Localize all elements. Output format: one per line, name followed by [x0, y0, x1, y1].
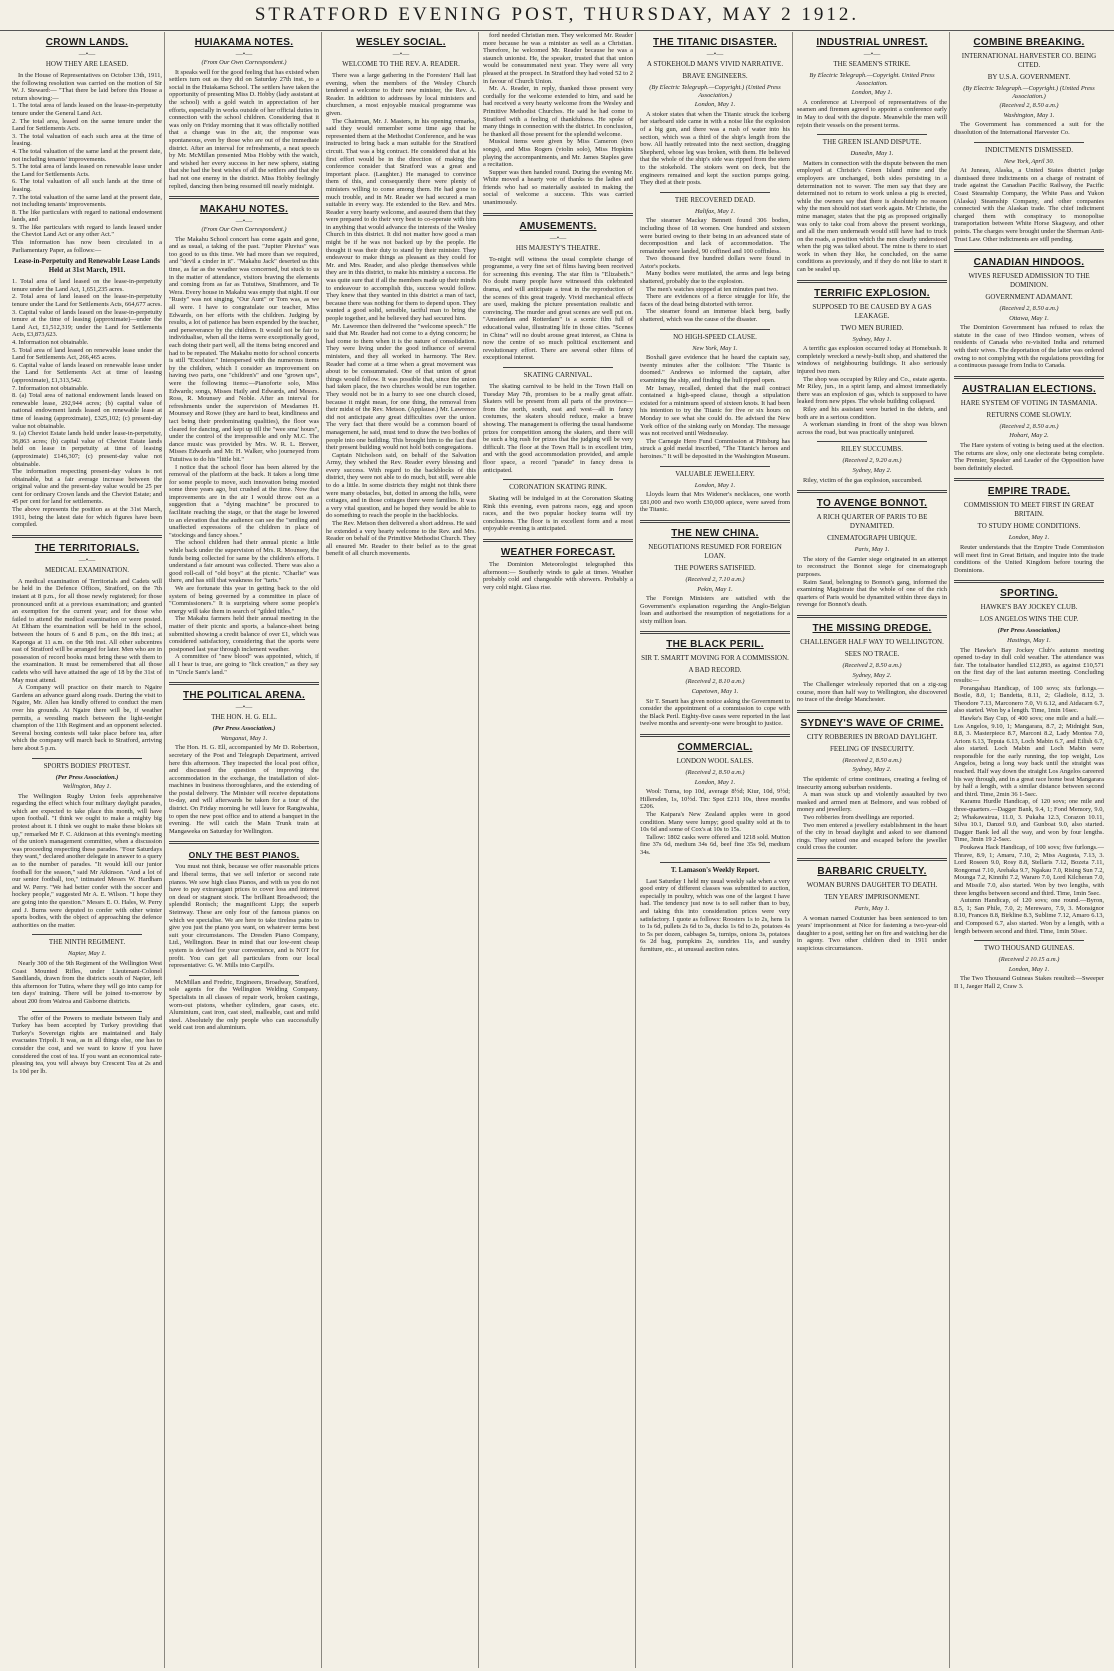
article-paragraph: Lloyds learn that Mrs Widener's necklaces, one worth £81,000 and two worth £30,000 apiece, were saved from the Titanic.: [640, 491, 790, 514]
subhead-powers-satisfied: THE POWERS SATISFIED.: [674, 563, 756, 572]
article-paragraph: A stoker states that when the Titanic struck the iceberg her starboard side came in with a noise like the explosion of a big gun, and there was a rush of water into his section, which was a third of the ship's length from the bow. All hastily retreated into the next section, dragging Shepherd, whose leg was broken, with them. He believed that the whole of the ship's side was ripped from the stem to the stokehold. The stokers went on deck, but the engineers remained and kept the suction pumps going. They died at their posts.: [640, 110, 790, 187]
article-paragraph: The story of the Garnier siege originated in an attempt to reconstruct the Bonnot siege for cinematograph purposes.: [797, 555, 947, 578]
article-paragraph: Boxhall gave evidence that he heard the captain say, twenty minutes after the collision: "The Titanic is doomed." Andrews so informed the captain, after examining the ship, and finding the hull ripped open.: [640, 354, 790, 384]
headline-combine-breaking: COMBINE BREAKING.: [973, 37, 1085, 48]
column-5: [640, 32, 790, 1668]
column-rule: [164, 32, 165, 1668]
headline-wave-of-crime: SYDNEY'S WAVE OF CRIME.: [800, 717, 944, 729]
subhead-two-men-buried: TWO MEN BURIED.: [840, 323, 904, 332]
dateline: Dunedin, May 1.: [850, 150, 894, 158]
article-divider: [954, 376, 1104, 379]
subhead-wives-refused: WIVES REFUSED ADMISSION TO THE DOMINION.: [968, 272, 1090, 290]
subhead-insecurity: FEELING OF INSECURITY.: [829, 744, 915, 753]
subhead-hon-ell: THE HON. H. G. ELL.: [211, 713, 277, 722]
column-rule: [321, 32, 322, 1668]
press-association: By Electric Telegraph.—Copyright. United Press Association.: [809, 72, 935, 87]
column-4: [483, 32, 633, 1668]
article-paragraph: The Dominion Meteorologist telegraphed this afternoon:— Southerly winds to gale at times. Weather probably cold and changeable with showers. Probably a very cold night. Glass rise.: [483, 561, 633, 591]
press-association: (Per Press Association.): [55, 773, 119, 781]
list-item: 3. The total valuation of each such area at the time of leasing.: [12, 132, 162, 148]
article-paragraph: Two thousand five hundred dollars were found in Astor's pockets.: [640, 255, 790, 270]
subhead-sees-no-trace: SEES NO TRACE.: [844, 649, 900, 658]
headline-sporting: SPORTING.: [1000, 588, 1058, 600]
subhead-green-island: THE GREEN ISLAND DISPUTE.: [822, 138, 922, 147]
headline-barbaric-cruelty: BARBARIC CRUELTY.: [817, 866, 927, 877]
subhead-skating-carnival: SKATING CARNIVAL.: [523, 370, 593, 379]
subhead-two-thousand-guineas: TWO THOUSAND GUINEAS.: [983, 944, 1075, 953]
article-divider: [169, 196, 319, 199]
article-paragraph: Riley, victim of the gas explosion, succumbed.: [803, 476, 923, 484]
received-time: (Received 2, 8.50 a.m.): [685, 769, 745, 777]
race-result: Hawke's Bay Cup, of 400 sovs; one mile and a half.—Los Angelos, 9.10, 1; Mangarara, 8.7, 2; Midnight Sun, 8.8, 3. Masterpiece 8.7, Marconi 8.2, Lady Montea 7.0, Ariom 6.13, Tepuia 6.13, Loch Mabin 6.7, and Eilish 6.7, also started. Loch Mabin and Loch Mabin were responsible for the early running, the top weight, Los Angelos, being a long way back until the straight was reached. Half way down the straight Los Angelos careered his way through, and in a great race home beat Mangarara by half a length, with a similar distance between second and third. Time, 2min 36 1-5sec.: [954, 714, 1104, 798]
article-divider: [12, 535, 162, 538]
subhead-woman-burns: WOMAN BURNS DAUGHTER TO DEATH.: [806, 881, 938, 889]
headline-best-pianos: ONLY THE BEST PIANOS.: [188, 850, 300, 861]
dateline: Ottawa, May 1.: [1009, 314, 1049, 322]
dateline: Napier, May 1.: [68, 950, 106, 958]
subhead-welcome-reader: WELCOME TO THE REV. A. READER.: [342, 60, 460, 68]
list-item: The above represents the position as at the 31st March, 1911, being the latest date for which figures have been compiled.: [12, 506, 162, 529]
received-time: (Received 2, 9.20 a.m.): [842, 457, 902, 465]
article-paragraph: The Hawke's Bay Jockey Club's autumn meeting opened to-day in dull cold weather. The attendance was fair. The totalisator handled £12,893, as against £10,571 on the first day of the last autumn meeting. Concluding results:—: [954, 646, 1104, 684]
article-paragraph: The Two Thousand Guineas Stakes resulted:—Sweeper II 1, Jaeger Hall 2, Craw 3.: [954, 975, 1104, 990]
article-paragraph: The offer of the Powers to mediate between Italy and Turkey has been accepted by Turkey providing that Turkey's Sovereign rights are maintained and Italy evacuates Tripoli. It was, as in all things else, one has to consider the cost, and we want to know if you have considered the cost of tea. If you want an economical rate-pleasing tea, you will always buy Crescent Tea at 2s and 1s 10d per lb.: [12, 1014, 162, 1075]
article-divider: [797, 710, 947, 713]
subhead-coronation-rink: CORONATION SKATING RINK.: [509, 483, 607, 492]
dash-separator: —•—: [78, 555, 96, 564]
dateline: New York, April 30.: [1003, 157, 1055, 165]
dash-separator: —•—: [706, 50, 724, 58]
dash-separator: —•—: [863, 50, 881, 58]
subhead-negotiations: NEGOTIATIONS RESUMED FOR FOREIGN LOAN.: [648, 542, 782, 560]
dateline: Halifax, May 1.: [694, 207, 736, 215]
article-paragraph: The Chairman, Mr. J. Masters, in his opening remarks, said they would remember some time ago that he represented them at the Methodist Conference, and he was instructed to bring back a man suitable for the Stratford circuit. That was a big contract. He considered that at his first effort would be in the direction of making the conference consider that Stratford was a great and important place. (Laughter.) He managed to convince them of this, and consequently there were plenty of ministers willing to come among them. He had gone to much trouble, and in Mr. Reader we had secured a man suitable in every way. He extended to the Rev. and Mrs. Reader a very hearty welcome, and assured them that they were prepared to do their very best to co-operate with him in anything that would advance the interests of the Wesley Church in this district. It did not matter how good a man might be if he was not backed up by the people. He thought it was their duty to stand by their minister. They endeavour to make things as pleasant as they could for Mr. and Mrs. Reader, and also pledge themselves while they are in this district, to make his ministry a success. He was quite sure that if all the members made up their minds to endeavour to accomplish this, success would follow. They knew that they wanted in this district a man of tact, because there was nothing for them to depend upon. They wanted a good solid, sensible, tactful man to bring the people together, and he believed they had secured him.: [326, 117, 476, 322]
received-time: (Received 2, 8.50 a.m.): [999, 102, 1059, 110]
headline-industrial-unrest: INDUSTRIAL UNREST.: [816, 37, 928, 48]
article-paragraph: A medical examination of Territorials and Cadets will be held in the Defence Offices, Stratford, on the 7th instant at 8 p.m., for all those newly registered; for those pronounced unfit at a previous examination; and granted an exemption for the current year; and for those who failed to attend the medical examination or were posted. At Eltham the examination will be held in the school, between the hours of 6 and 8 p.m., on the 8th inst.; at Kaponga at 11 a.m. on the 9th inst. All other subcentres east of Stratford will be arranged for later. Men who are in possession of record books must bring these with them to the examination. It must be remembered that all those cadets who will have attained the age of 18 by the 31st of May must attend.: [12, 577, 162, 684]
dateline: Sydney, May 2.: [852, 766, 892, 774]
crown-list: [12, 102, 162, 254]
list-item: 8. (a) Total area of national endowment lands leased on renewable lease, 292,944 acres; (b) capital value of national endowment lands leased on renewable lease at time of leasing (approximate), £325,102; (c) present-day value not obtainable.: [12, 392, 162, 430]
article-divider: [954, 580, 1104, 583]
article-paragraph: The Hon. H. G. Ell, accompanied by Mr D. Robertson, secretary of the Post and Telegraph Department, arrived here this afternoon. They inspected the local post office, and discussed the question of improving the accommodation in the exchange, the installation of slot-machines in business thoroughfares, and the extending of the postal delivery. The Minister will receive deputations to-day, and will afterwards be taken for a tour of the district. On Friday morning he will leave for Rangiwahia, to open the new post office and to attend a banquet in the evening. He will catch the Main Trunk train at Mangaweka on Saturday for Wellington.: [169, 744, 319, 835]
article-divider: [189, 975, 299, 976]
dash-separator: —•—: [235, 217, 253, 226]
subhead-recovered-dead: THE RECOVERED DEAD.: [674, 195, 756, 204]
article-paragraph: The Carnegie Hero Fund Commission at Pittsburg has struck a gold medal inscribed, "The Titanic's heroes and heroines." It will be deposited in the Washington Museum.: [640, 437, 790, 460]
dash-separator: —•—: [549, 233, 567, 242]
article-paragraph: Wool: Turna, top 10d, average 8½d; Kiur, 10d, 9½d; Hillersden, 1s, 10½d. Tin: Spot £211 10s, three months £206.: [640, 788, 790, 811]
article-paragraph: A woman named Coutunier has been sentenced to ten years' imprisonment at Nice for fastening a two-year-old daughter to a post, setting her on fire and watching her die in agony. Two other children died in 1911 under suspicious circumstances.: [797, 914, 947, 952]
dateline: London, May 1.: [694, 101, 736, 109]
column-1: [12, 32, 162, 1668]
subhead-riley-succumbs: RILEY SUCCUMBS.: [841, 445, 903, 454]
subhead-returns-slowly: RETURNS COME SLOWLY.: [986, 410, 1072, 419]
headline-new-china: THE NEW CHINA.: [671, 527, 759, 539]
article-divider: [797, 858, 947, 861]
article-divider: [797, 280, 947, 283]
list-item: 1. Total area of land leased on the lease-in-perpetuity tenure under the Land Act, 1,651,235 acres.: [12, 278, 162, 293]
dateline: Wellington, May 1.: [62, 783, 112, 791]
subhead-ninth-regiment: THE NINTH REGIMENT.: [48, 938, 126, 947]
article-paragraph: A man was stuck up and violently assaulted by two masked and armed men at Belmore, and was robbed of money and jewellery.: [797, 791, 947, 814]
column-rule: [635, 32, 636, 1668]
dateline: Wanganui, May 1.: [220, 734, 268, 742]
subhead-jockey-club: HAWKE'S BAY JOCKEY CLUB.: [980, 603, 1078, 612]
article-paragraph: Supper was then handed round. During the evening Mr. White moved a hearty vote of thanks to the ladies and friends who had so materially assisted in making the social of welcome a success. This was carried unanimously.: [483, 168, 633, 207]
list-item: 7. The total valuation of the same land at the present date, not including tenants' improvements.: [12, 193, 162, 209]
column-3: [326, 32, 476, 1668]
column-rule: [478, 32, 479, 1668]
article-paragraph: The Dominion Government has refused to relax the statute in the case of two Hindoo women, wives of residents of Canada who re-visited India and returned with their wives. The deportation of the latter was ordered owing to not complying with the regulations providing for a continuous passage from India to Canada.: [954, 324, 1104, 370]
article-paragraph: We are fortunate this year in getting back to the old system of being governed by a committee in place of "Commissioners." It is surprising where some people's energy will take them in search of "gilded titles.": [169, 585, 319, 615]
dateline: Hastings, May 1.: [1007, 636, 1051, 644]
dateline: Sydney, May 1.: [852, 335, 892, 343]
headline-empire-trade: EMPIRE TRADE.: [987, 486, 1071, 498]
article-paragraph: A conference at Liverpool of representatives of the seamen and firemen agreed to appoint a conference early in May to deal with the dispute. Meanwhile the men will rejoin their vessels on the present terms.: [797, 98, 947, 129]
subhead-brave-engineers: BRAVE ENGINEERS.: [682, 72, 748, 80]
column-2: [169, 32, 319, 1668]
article-paragraph: The Hare system of voting is being used at the election. The returns are slow, only one electorate being complete. The Premier, Speaker and Leader of the Opposition have been definitely elected.: [954, 442, 1104, 472]
article-divider: [797, 615, 947, 618]
list-item: 3. Capital value of lands leased on the lease-in-perpetuity tenure at the time of leasing (approximate)—under the Land Act, £1,512,319; under the Land for Settlements Acts, £3,873,623.: [12, 308, 162, 339]
subhead-home-conditions: TO STUDY HOME CONDITIONS.: [977, 522, 1081, 531]
article-paragraph: A Company will practice on their march to Ngaire Gardens an advance guard along roads. During the visit to Ngaire, Mr. Allen has kindly offered to conduct the men over his grounds. At Ngaire there will be, if weather permits, a wrestling match between the light-weight champion of the 11th Regiment and an opponent selected. Several boxing contests will take place before tea, after which the company will march back to Stratford, arriving here about 5 p.m.: [12, 684, 162, 752]
article-paragraph: Riley and his assistant were buried in the debris, and both are in a serious condition.: [797, 406, 947, 421]
article-paragraph: The steamer Mackay Bennett found 306 bodies, including those of 18 women. One hundred and sixteen were buried owing to their being in an advanced state of decomposition and lack of accommodation. The remainder were landed, 90 coffined and 100 coffinless.: [640, 217, 790, 255]
article-paragraph: Mr Ismay, recalled, denied that the mail contract contained a high-speed clause, though a stipulation existed for a minimum speed of sixteen knots. It had been his intention to try the Titanic for five or six hours on Monday to see what she could do. He advised the New York office of the sinking early on Monday. The message was not received until Wednesday.: [640, 384, 790, 438]
article-paragraph: The Kaipara's New Zealand apples were in good condition. Many were lumpy; good quality sold at 8s to 10s 6d and some of Cox's at 10s to 15s.: [640, 811, 790, 834]
article-divider: [817, 441, 927, 442]
dateline: London, May 1.: [1008, 965, 1050, 973]
received-time: (Received 2 10.15 a.m.): [998, 956, 1060, 964]
dash-separator: —•—: [235, 703, 253, 712]
article-paragraph: Many bodies were mutilated, the arms and legs being shattered, probably due to the explosion.: [640, 270, 790, 286]
article-divider: [817, 134, 927, 135]
article-paragraph: The Makahu School concert has come again and gone, and as usual, a taking of the past. "Jupiter Pluvius" was too good to us this time. We had more than we required, and "devil a cinder in it". "Makahu Jack" deserted us this time, as far as the weather was concerned, but stuck to us in the matter of attendance, visitors braving the elements and coming from as far as Tutuiiwa, Strathmore, and Te Wera. Every house in Makahu was empty that night. If our "Rusty" was not singing, "Our Aunt" or Tom was, as we all were. I have to congratulate our teacher, Miss Edwards, on her efforts with the children. Judging by results, a lot of patience has been expended by the teacher, and perseverance by the children. It would not be fair to individualise, when all the items were exceptionally good, each doing their part well, all the items being encored and had to be repeated. The Makahu motto for school concerts is still "Excelsior." Interspersed with the numerous items by the children, which I consider an improvement on having two parts, one "children's" and one "grown ups", were the following items:—Pianoforte solo, Miss Edwards; songs, Misses Haily and Edwards, and Messrs. Ross, R. Mounsey and Noble. After an interval for refreshments under the supervision of Mesdames H. Mounsey and Rowe (they are hard to beat, kindliness and tact being their predominating qualities), the floor was cleared for dancing, and kept up till the "wee sma' hours", under the control of the irrepressible and only M.C. The dance music was provided by Mrs. W. R. L. Brewer, Misses Edwards and Mr. H. Walker, who journeyed from Tutuiiwa to do his "little bit.": [169, 235, 319, 463]
article-divider: [503, 479, 613, 480]
subhead-los-angelos: LOS ANGELOS WINS THE CUP.: [979, 615, 1079, 624]
article-paragraph: The Wellington Rugby Union feels apprehensive regarding the effect which four military daylight parades, which are expected to take place this month, will have upon football. "I think we ought to make a mighty big protest about it. I think we ought to make these blokes sit up," remarked Mr F. C. Atkinson at this evening's meeting of the union's management committee, when a discussion was proceeding respecting these parades. "Four Saturdays they want," declared another delegate in answer to a query as to the number of parades. "It would kill our junior football for the season," said Mr Atkinson. "And a lot of our senior football, too," intimated Messrs W. Hardham and W. Perry. "We had better confer with the soccer and hockey people," suggested Mr A. E. Wilson. "I hope they are going into the question." Messrs E. O. Hales, W. Perry and J. Burns were deputed to confer with other winter sports bodies, with the object of approaching the defence authorities on the matter.: [12, 792, 162, 929]
article-paragraph: The shop was occupied by Riley and Co., estate agents. Mr Riley, jun., in a spirit lamp, and almost immediately there was an explosion of gas, which is supposed to have leaked from new pipes. The whole building collapsed.: [797, 375, 947, 406]
subhead-city-robberies: CITY ROBBERIES IN BROAD DAYLIGHT.: [806, 732, 938, 741]
article-paragraph: To-night will witness the usual complete change of programme, a very fine set of films having been received for screening this evening. The star film is "Elizabeth." No doubt many people have witnessed this celebrated drama, and will anticipate a treat in the reproduction of the scenes of this great tragedy. Vivid mechanical effects are used, making the picture presentation realistic and convincing. The murder and great scenes are well put on. "Amsterdam and Rotterdam" is a scenic film full of educational value, illustrating life in those cities. "Scenes in China" will no doubt arouse great interest, as China is now the centre of so much political excitement and revolutionary effort. There are several other films of exceptional interest.: [483, 255, 633, 362]
article-paragraph: The Government has commenced a suit for the dissolution of the International Harvester Co.: [954, 121, 1104, 136]
list-item: 5. Total area of land leased on renewable lease under the Land for Settlements Act, 266,465 acres.: [12, 346, 162, 362]
article-paragraph: Captain Nicholson said, on behalf of the Salvation Army, they wished the Rev. Reader every blessing and every success. With regard to the backblocks of this district, they were not able to do much, but still, were able to do a little. In some districts they might not think there were many obstacles, but, dotted in among the hills, were cottages, and in those cottages there were families. It was a very vital question, and he hoped they would be able to do something to reach the people in the backblocks.: [326, 451, 476, 520]
subhead-harvester: INTERNATIONAL HARVESTER CO. BEING CITED.: [961, 52, 1097, 69]
article-divider: [974, 940, 1084, 941]
headline-amusements: AMUSEMENTS.: [519, 220, 597, 232]
subhead-imprisonment: TEN YEARS' IMPRISONMENT.: [824, 893, 920, 901]
headline-territorials: THE TERRITORIALS.: [34, 542, 140, 554]
article-paragraph: A terrific gas explosion occurred today at Homebush. It completely wrecked a newly-built shop, and shattered the windows of neighbouring buildings. It also seriously injured two men.: [797, 345, 947, 376]
article-paragraph: Last Saturday I held my usual weekly sale when a very good entry of different classes was submitted to auction, especially in poultry, which was one of the largest I have had. The tendency just now is to sell rather than to buy, and taking this into consideration prices were very satisfactory. I quote as follows: Roosters 1s to 2s, hens 1s to 1s 6d, pullets 2s 6d to 3s, ducks 1s 6d to 2s, potatoes 4s to 5s per dozen, cabbages 5s, turnips, onions 3s, potatoes 6s 2d bag, pumpkins 2s, sundries 11s, and sundry furniture, etc., at unusual auction rates.: [640, 877, 790, 953]
list-item: This information has now been circulated in a Parliamentary Paper, as follows:—: [12, 239, 162, 254]
article-paragraph: Tallow: 1802 casks were offered and 1218 sold. Mutton fine 37s 6d, medium 34s 6d, beef fine 35s 9d, medium 34s.: [640, 833, 790, 856]
subhead-sports-protest: SPORTS BODIES' PROTEST.: [43, 761, 131, 770]
article-divider: [483, 539, 633, 542]
list-item: 6. Capital value of lands leased on renewable lease under the Land for Settlements Act at time of leasing (approximate), £1,313,542.: [12, 361, 162, 384]
article-divider: [32, 758, 142, 759]
article-paragraph: There are evidences of a fierce struggle for life, the faces of the dead being distorted with terror.: [640, 293, 790, 308]
article-paragraph: The Challenger wirelessly reported that on a zig-zag course, more than half way to Wellington, she discovered no trace of the dredge Manchester.: [797, 681, 947, 704]
article-divider: [169, 682, 319, 685]
advertisement-paragraph: McMillan and Fredric, Engineers, Broadway, Stratford, sole agents for the Wellington Welding Company. Specialists in all classes of repair work, broken castings, worn-out pistons, whether cylinders, gear cases, etc. Aluminium, cast iron, cast steel, malleable, cast and mild steel. Absolutely the only people who can successfully weld cast iron and aluminium.: [169, 978, 319, 1032]
race-result: Karamu Hurdle Handicap, of 120 sovs; one mile and three-quarters.—Dagger Bank, 9.4, 1; Fond Memory, 9.0, 2; Whakawairua, 11.0, 3. Pukaha 12.3, Corazon 10.11, Silva 10.1, Danzel 9.0, and Gunboat 9.0, also started. Dagger Bank led all the way, and won by four lengths. Time, 3min 19 2-5sec.: [954, 798, 1104, 844]
dateline: London, May 1.: [1008, 534, 1050, 542]
article-paragraph: Mr. A. Reader, in reply, thanked those present very cordially for the welcome extended to him, and said he had received a very hearty welcome from the Wesley and Primitive Methodist Churches. He said he had come to Stratford with a feeling of thankfulness. He spoke of many things in connection with the district. In conclusion, he thanked all those present for the splendid welcome.: [483, 85, 633, 138]
headline-terrific-explosion: TERRIFIC EXPLOSION.: [814, 287, 930, 299]
article-divider: [483, 213, 633, 216]
article-divider: [640, 520, 790, 523]
article-divider: [32, 1011, 142, 1012]
columns: [10, 32, 1108, 1668]
list-item: 9. The like particulars with regard to lands leased under the Cheviot Land Act or any other Act.": [12, 223, 162, 239]
column-7: [954, 32, 1104, 1668]
article-paragraph: Musical items were given by Miss Cameron (two songs), and Miss Rogers (violin solo), Miss Hopkins playing the accompaniments, and Mr. James Staples gave a recitation.: [483, 138, 633, 169]
list-item: 4. The total valuation of the same land at the present date, not including tenants' improvements.: [12, 147, 162, 163]
article-paragraph: A committee of "new blood" was appointed, which, if all I hear is true, are going to "lick creation," as they say in "Uncle Sam's land.": [169, 653, 319, 676]
headline-missing-dredge: THE MISSING DREDGE.: [812, 622, 932, 634]
column-rule: [949, 32, 950, 1668]
subhead-hare-system: HARE SYSTEM OF VOTING IN TASMANIA.: [960, 398, 1098, 407]
race-result: Autumn Handicap, of 120 sovs; one round.—Byron, 8.5, 1; San Phile, 7.0, 2; Merewaro, 7.9, 3. Monsignor 8.10, Frances 8.8, Birkline 8.3, Sublime 7.12, Amaro 6.13, and Composed 6.7, also started. Won by a length, with a length between second and third. Time, 1min 50sec.: [954, 897, 1104, 935]
race-result: Porangahau Handicap, of 100 sovs; six furlongs.—Bostle, 8.0, 1; Bandetta, 8.11, 2; Gladiole, 8.12, 3. Theodore 7.13, Marconero 7.0, Vi 6.12, and Aidacarn 6.7, also started. Won by a length. Time, 1min 16sec.: [954, 684, 1104, 715]
list-item: 1. The total area of lands leased on the lease-in-perpetuity tenure under the General Land Act.: [12, 102, 162, 117]
subhead-theatre: HIS MAJESTY'S THEATRE.: [515, 243, 601, 252]
article-paragraph: The skating carnival to be held in the Town Hall on Tuesday May 7th, promises to be a really great affair. Skaters will be present from all parts of the province—from the north, south, east and west—all in fancy costumes, the skaters should reduce, make a brave showing. The management is offering the usual handsome prizes for competition among the skaters, and there will be such a big rush for prizes that the judging will be very difficult. The floor at the Town Hall is in excellent trim, and with the good accommodation provided, and ample floor space, a record "parade" in fancy dress is anticipated.: [483, 382, 633, 474]
subhead-stokehold: A STOKEHOLD MAN'S VIVID NARRATIVE.: [646, 60, 784, 68]
dash-separator: —•—: [392, 50, 410, 58]
byline: (From Our Own Correspondent.): [201, 59, 287, 66]
article-divider: [797, 490, 947, 493]
article-paragraph: Mr. Lawrence then delivered the "welcome speech." He said that Mr. Reader had not come to a dying concern; he had come to them when it is the nature of consolidation. They were living under the good influence of several ministers, and they all worked in harmony. The Rev. Reader had come at a time when a great movement was about to be consummated. One of that union of great things would follow. It was possible that, since the union had taken place, the two churches would be run together. They would not be in a hurry to see one church closed, because it might mean, for one thing, the removal from their midst of the Rev. Metson. (Applause.) Mr. Lawrence did not anticipate any great difficulties over the union. The very fact that there would be a common board of management, he said, must tend to draw the two bodies of people into one building. This brought him to the fact that their present building would not hold both congregations.: [326, 322, 476, 452]
article-paragraph: At Juneau, Alaska, a United States district judge dismissed three indictments on a charge of restraint of trade against the Canadian Pacific Railway, the Pacific Coast Steamship Company, the White Pass and Yukon (Alaska) Steamship Company, and other companies connected with the Alaskan trade. The chief indictment charged them with conspiracy to monopolise transportation between White Horse Skagway, and other points. The charges were brought under the Sherman Anti-Trust Law. Other indictments are still pending.: [954, 167, 1104, 243]
article-divider: [660, 466, 770, 467]
table-heading: Lease-in-Perpetuity and Renewable Lease Lands Held at 31st March, 1911.: [14, 257, 160, 275]
subhead-high-speed: NO HIGH-SPEED CLAUSE.: [673, 332, 757, 341]
article-divider: [640, 734, 790, 737]
article-paragraph: The school children had their annual picnic a little while back under the supervision of Mrs. R. Mounsey, the funds being collected for same by the children's efforts. I understand a fair amount was collected. There was also a good roll-call of "old boys" at the picnic. "Charlie" was there, and has still that weakness for "tarts.": [169, 539, 319, 585]
masthead: STRATFORD EVENING POST, THURSDAY, MAY 2 1912.: [0, 0, 1114, 31]
dateline: Sydney, May 2.: [852, 466, 892, 474]
subhead-usa-government: BY U.S.A. GOVERNMENT.: [987, 73, 1071, 81]
subhead-medical: MEDICAL EXAMINATION.: [44, 565, 130, 574]
byline: (From Our Own Correspondent.): [201, 226, 287, 234]
article-paragraph: ford needed Christian men. They welcomed Mr. Reader more because he was a minister as well as a Christian. Therefore, he welcomed Mr. Reader because he was a staunch unionist. He, the speaker, trusted that that union would be consummated next year. They were all very pleased at the prospect. In Stratford they had voted 52 to 2 in favour of Church Union.: [483, 32, 633, 85]
received-time: (Received 2, 8.50 a.m.): [842, 661, 902, 669]
subhead-jewellery: VALUABLE JEWELLERY.: [675, 469, 755, 478]
column-rule: [792, 32, 793, 1668]
list-item: The information respecting present-day values is not obtainable, but a fair average increase between the original value and the present-day value would be 25 per cent for ordinary Crown lands and the Cheviot Estate; and 45 per cent for land for settlements.: [12, 468, 162, 506]
dateline: Sydney, May 2.: [852, 671, 892, 679]
article-paragraph: The Makahu farmers held their annual meeting in the matter of their picnic and sports, a balance-sheet being submitted showing a credit balance of over £1, which was considered satisfactory, considering that the sports were postponed last year through inclement weather.: [169, 615, 319, 653]
list-item: 2. The total area, leased on the same tenure under the Land for Settlements Acts.: [12, 117, 162, 133]
article-paragraph: The Rev. Metson then delivered a short address. He said he extended a very hearty welcome to the Rev. and Mrs. Reader on behalf of the Primitive Methodist Church. They all ensured Mr. Reader to their belief as to the great benefit of all church movements.: [326, 520, 476, 558]
article-divider: [640, 631, 790, 634]
press-association: (Per Press Association.): [212, 725, 276, 733]
article-divider: [169, 841, 319, 844]
received-time: (Received 2, 8.50 a.m.): [842, 756, 902, 764]
received-time: (Received 2, 8.10 a.m.): [685, 678, 745, 686]
list-item: 9. (a) Cheviot Estate lands held under lease-in-perpetuity, 36,863 acres; (b) capital value of Cheviot Estate lands held on lease in perpetuity at time of leasing (approximate) £146,307; (c) present-day value not obtainable.: [12, 430, 162, 468]
headline-black-peril: THE BLACK PERIL.: [666, 639, 764, 651]
subhead-challenger: CHALLENGER HALF WAY TO WELLINGTON.: [800, 637, 944, 646]
received-time: (Received 2, 8.50 a.m.): [999, 305, 1059, 313]
headline-political-arena: THE POLITICAL ARENA.: [182, 690, 306, 702]
subhead-seamens-strike: THE SEAMEN'S STRIKE.: [833, 60, 911, 68]
article-divider: [660, 862, 770, 863]
subhead-govt-adamant: GOVERNMENT ADAMANT.: [985, 293, 1073, 302]
article-paragraph: Sir T. Smartt has given notice asking the Government to consider the appointment of a commission to cope with the Black Peril. Eighty-five cases were reported in the last twelve months and seventy-one were brought to justice.: [640, 697, 790, 728]
subhead-cinematograph: CINEMATOGRAPH UBIQUE.: [827, 534, 917, 543]
list-item: 5. The total area of lands leased on renewable lease under the Land for Settlements Acts.: [12, 163, 162, 178]
headline-crown-lands: CROWN LANDS.: [45, 37, 129, 48]
dateline: London, May 1.: [694, 481, 736, 489]
headline-canadian-hindoos: CANADIAN HINDOOS.: [973, 257, 1085, 269]
dateline: Paris, May 1.: [854, 905, 890, 912]
article-paragraph: The epidemic of crime continues, creating a feeling of insecurity among suburban residents.: [797, 776, 947, 791]
press-association: (Per Press Association.): [997, 627, 1061, 635]
press-association: (By Electric Telegraph.—Copyright.) (United Press Association.): [649, 84, 781, 99]
dateline: Capetown, May 1.: [691, 688, 739, 696]
headline-commercial: COMMERCIAL.: [677, 742, 753, 754]
dateline: New York, May 1.: [692, 344, 738, 352]
article-divider: [974, 142, 1084, 143]
article-divider: [954, 249, 1104, 252]
article-paragraph: A workman standing in front of the shop was blown across the road, but was practically uninjured.: [797, 421, 947, 436]
list-item: 4. Information not obtainable.: [12, 339, 89, 346]
subhead-indictments: INDICTMENTS DISMISSED.: [985, 145, 1073, 154]
headline-avenge-bonnot: TO AVENGE BONNOT.: [816, 498, 928, 510]
dateline: Washington, May 1.: [1003, 111, 1055, 119]
headline-wesley-social: WESLEY SOCIAL.: [356, 37, 446, 48]
dateline: Paris, May 1.: [854, 546, 890, 554]
article-divider: [954, 478, 1104, 481]
subhead-how-leased: HOW THEY ARE LEASED.: [45, 60, 129, 68]
article-paragraph: In the House of Representatives on October 13th, 1911, the following resolution was carried on the motion of Sir W. J. Steward:— "That there be laid before this House a return showing:—: [12, 72, 162, 102]
advertisement-paragraph: You must not think, because we offer reasonable prices and liberal terms, that we sell inferior or second rate pianos. We sow high class Pianos, and with us you do not have to pay extravagant prices to cover loss and interest on dead or stagnant stock. The brilliant Broadwood; the splendid Ronisch; the magnificent Lipp; the superb Steinway. These are only four of the famous pianos on which we specialise. We are here to take tireless pains to give you just the piano you want, on whatever terms best suit your circumstances. The Dresden Piano Company, Ltd., Wellington. Bear in mind that our low-rent cheap system is devised for your convenience, and is NOT for profit. You can get all particulars from our local representative: G. W. Mills into Carpill's.: [169, 863, 319, 970]
dash-separator: —•—: [235, 50, 253, 58]
received-time: (Received 2, 8.50 a.m.): [999, 422, 1059, 430]
dateline: London, May 1.: [851, 89, 893, 97]
dateline: London, May 1.: [694, 778, 736, 786]
article-paragraph: Two robberies from dwellings are reported.: [803, 814, 914, 822]
article-divider: [503, 367, 613, 368]
article-paragraph: Reuter understands that the Empire Trade Commission will meet first in Great Britain, and inquire into the trade conditions of the United Kingdom before touring the Dominions.: [954, 544, 1104, 574]
subhead-smartt: SIR T. SMARTT MOVING FOR A COMMISSION.: [641, 654, 789, 663]
subhead-wool-sales: LONDON WOOL SALES.: [676, 757, 754, 766]
article-divider: [32, 934, 142, 935]
headline-makahu: MAKAHU NOTES.: [199, 204, 289, 216]
race-result: Poukawa Hack Handicap, of 100 sovs; five furlongs.—Thrave, 8.9, 1; Amaru, 7.10, 2; Miss Augusta, 7.13, 3. Lord Roseen 9.0, Rosy 8.8, Stellaris 7.12, Bozeta 7.11, Rongomai 7.10, Arehaka 9.7, Ngakau 7.0, Rising Sun 7.2, Mounga 7.2, Kinnihi 7.2, Wararo 7.0, Lord Kilcheran 7.0, and Missile 7.0, also started. Won by two lengths, with three lengths between second and third. Time, 1min 5sec.: [954, 844, 1104, 897]
column-6: [797, 32, 947, 1668]
list-item: 8. The like particulars with regard to national endowment lands, and: [12, 208, 162, 224]
subhead-gas-leakage: SUPPOSED TO BE CAUSED BY A GAS LEAKAGE.: [812, 302, 932, 320]
headline-titanic: THE TITANIC DISASTER.: [653, 37, 777, 48]
crown-table-list: [12, 278, 162, 529]
headline-huiakama: HUIAKAMA NOTES.: [194, 37, 294, 48]
received-time: (Received 2, 7.10 a.m.): [685, 575, 745, 583]
headline-australian-elections: AUSTRALIAN ELECTIONS.: [961, 383, 1097, 395]
article-paragraph: Raim Saud, belonging to Bonnot's gang, informed the examining Magistrate that the whole of one of the rich quarters of Paris would be dynamited within three days in revenge for Bonnot's death.: [797, 578, 947, 609]
dateline: Pekin, May 1.: [697, 585, 733, 593]
subhead-commission: COMMISSION TO MEET FIRST IN GREAT BRITAIN.: [963, 501, 1095, 519]
article-paragraph: The steamer found an immense black berg, badly shattered, which was the cause of the disaster.: [640, 308, 790, 324]
article-paragraph: There was a large gathering in the Foresters' Hall last evening, when the members of the Wesley Church tendered a welcome to their new minister, the Rev. A. Reader. In addition to addresses by local ministers and churchmen, a most enjoyable musical programme was given.: [326, 72, 476, 117]
list-item: 6. The total valuation of all such lands at the time of leasing.: [12, 178, 162, 193]
subhead-lamason-report: T. Lamason's Weekly Report.: [670, 865, 760, 874]
article-paragraph: Nearly 300 of the 9th Regiment of the Wellington West Coast Mounted Rifles, under Lieutenant-Colonel Sandilands, drawn from the districts south of Napier, left this afternoon for Tutira, where they will go into camp for ten days' training. There will be joined to-morrow by about 200 from Wairoa and Gisborne districts.: [12, 959, 162, 1005]
dash-separator: —•—: [78, 50, 96, 58]
article-paragraph: I notice that the school floor has been altered by the removal of the platform at the back. It takes a long time for some people to move, such innovation being mooted some three years ago, but crushed at the time. Now that improvements are in the air I would throw out as a suggestion that a "dying machine" be procured to facilitate reaching the stage, or that the stage be lowered to an elevation that the audience can see the "smiling and unaffected expressions of the children in place of "stockings and fancy shoes.": [169, 463, 319, 539]
subhead-rich-quarter: A RICH QUARTER OF PARIS TO BE DYNAMITED.: [816, 513, 928, 531]
headline-weather: WEATHER FORECAST.: [500, 547, 616, 559]
press-association: (By Electric Telegraph.—Copyright.) (United Press Association.): [963, 85, 1095, 100]
list-item: 2. Total area of land leased on the lease-in-perpetuity tenure under the Land for Settlements Acts, 664,677 acres.: [12, 293, 162, 309]
article-paragraph: Skating will be indulged in at the Coronation Skating Rink this evening, even patrons races, egg and spoon races, and the two popular hockey teams will try conclusions. The floor is in excellent form and a most enjoyable evening is anticipated.: [483, 495, 633, 533]
article-paragraph: Matters in connection with the dispute between the men employed at Christie's Green Island mine and the employers are unchanged, both sides persisting in a determination not to waver. The men say that they are determined not to return to work unless a pig is erected, while the owners say that there is absolutely no reason why the men should not start work again. Mr Christie, the mine manager, states that the pig as proposed originally was only to take coal from above the present workings, and all the men underneath would still have had to truck on the roads, a position which the men clearly understood when the pig was talked about. The mine is there to start work in when they like, he concluded, on the same conditions as previously, and if they do not like to start it can be sealed up.: [797, 159, 947, 274]
article-divider: [660, 329, 770, 330]
dateline: Hobart, May 2.: [1009, 432, 1049, 440]
list-item: 7. Information not obtainable.: [12, 384, 89, 392]
article-divider: [660, 192, 770, 193]
article-paragraph: It speaks well for the good feeling that has existed when settlers turn out as they did on Saturday 27th inst., to a social in the Huiakama School. The settlers have taken the opportunity of presenting Miss D. Hobby (lady assistant at the school) with a gold watch in appreciation of her efforts, especially in works outside of her official duties in connection with the school children. Considering that it was only on Friday morning that it was officially notified that a change was in the air, the response was spontaneous, even by those who are out of the immediate district. After an interval for refreshments, a neat speech by Mr. McMillan presented Miss Hobby with the watch, and wished her every success in her new sphere, stating that she had the best wishes of all the settlers and that she had not one enemy in the district. Miss Hobby feelingly replied, dancing then being resumed till nearly midnight.: [169, 68, 319, 190]
article-paragraph: Two men entered a jewellery establishment in the heart of the city in broad daylight and asked to see diamond rings. They seized one and escaped before the jeweller could cross the counter.: [797, 821, 947, 852]
article-paragraph: The men's watches stopped at ten minutes past two.: [646, 285, 778, 293]
subhead-bad-record: A BAD RECORD.: [688, 666, 742, 675]
article-paragraph: The Foreign Ministers are satisfied with the Government's explanation regarding the Anglo-Belgian loan and authorised the resumption of negotiations for a sixty million loan.: [640, 595, 790, 625]
